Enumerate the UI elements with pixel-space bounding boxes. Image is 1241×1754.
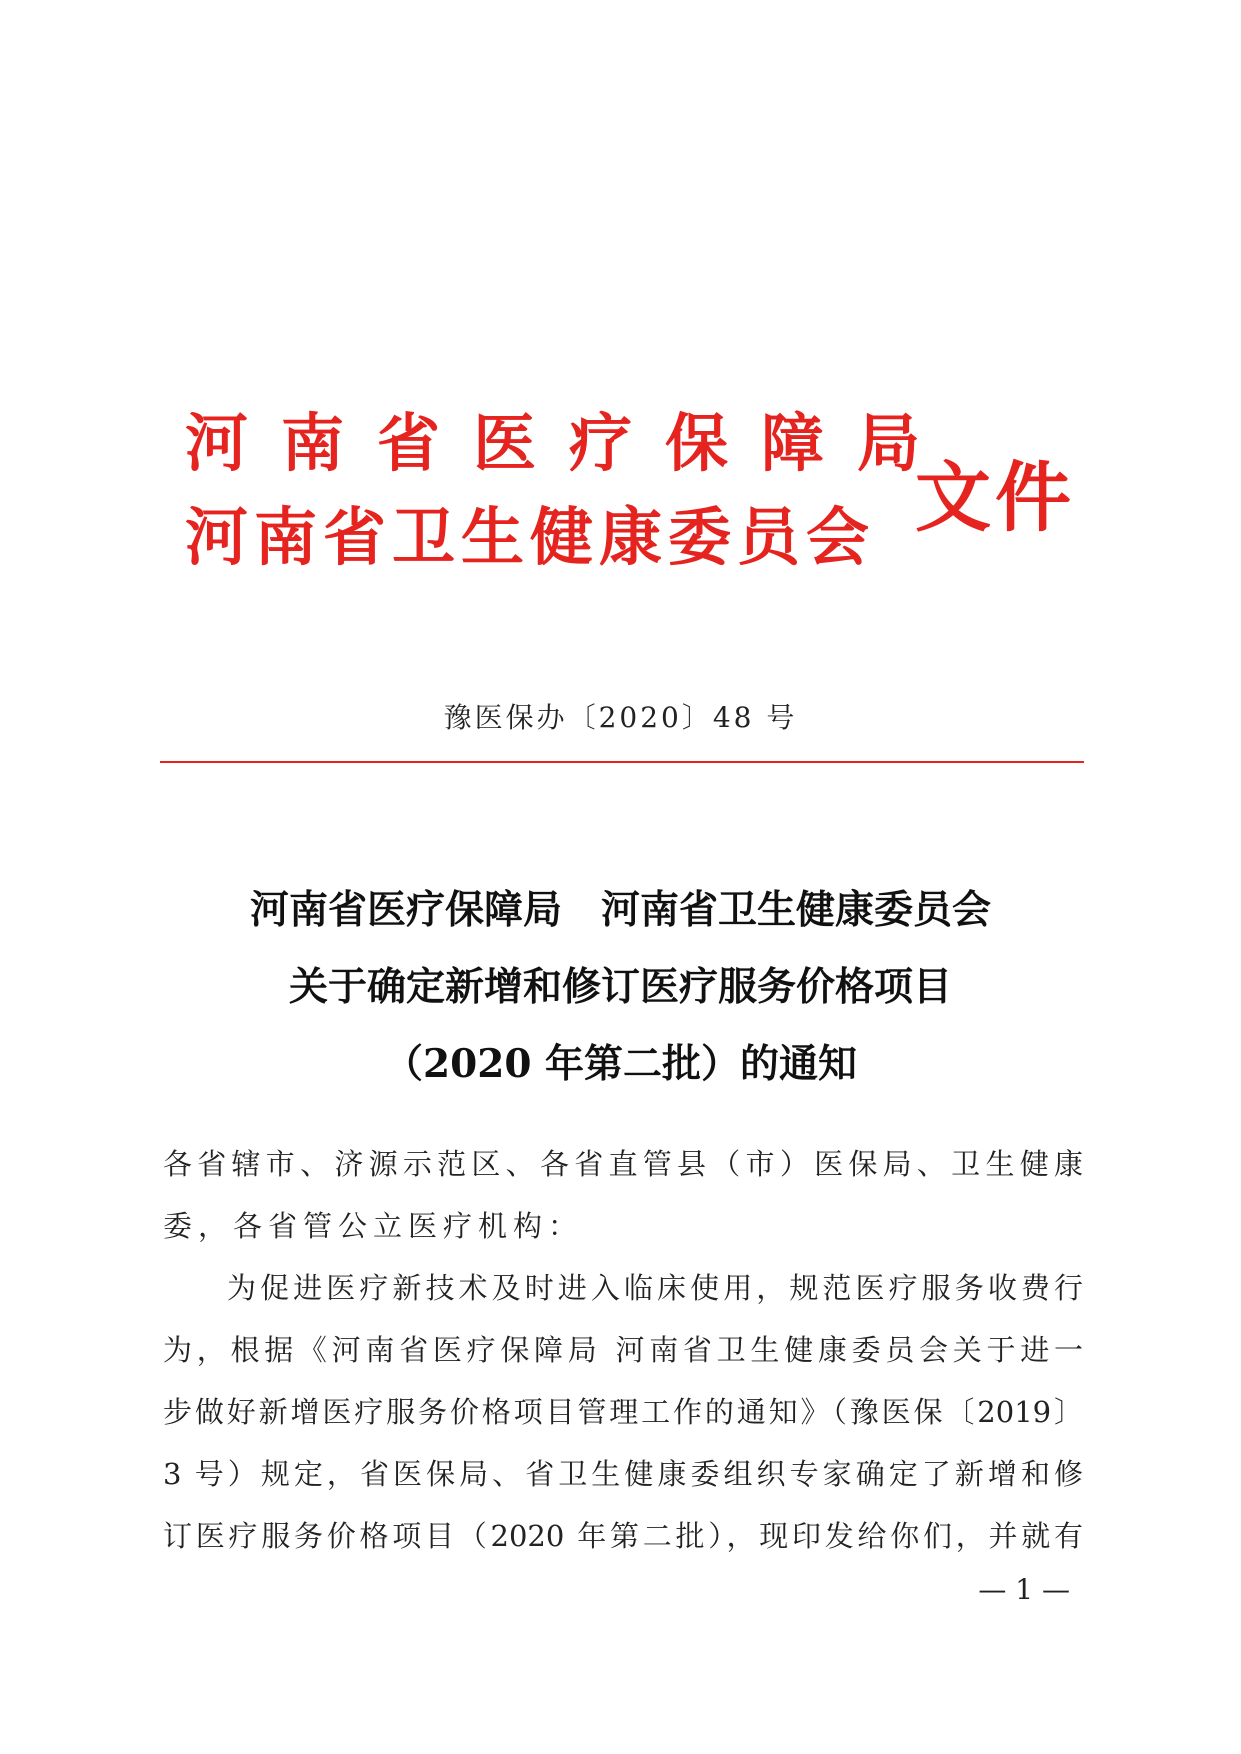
document-header bbox=[185, 405, 1085, 605]
body-line: 各省辖市、济源示范区、各省直管县（市）医保局、卫生健康 bbox=[163, 1147, 1083, 1181]
title-line-3: （2020 年第二批）的通知 bbox=[383, 1041, 858, 1087]
notice-title bbox=[0, 872, 1241, 1103]
body-line: 订医疗服务价格项目（2020 年第二批），现印发给你们，并就有 bbox=[163, 1519, 1083, 1553]
body-line: 步做好新增医疗服务价格项目管理工作的通知》（豫医保〔2019〕 bbox=[163, 1395, 1083, 1429]
issuer-name-2: 河南省卫生健康委员会 bbox=[185, 500, 875, 574]
body-line: 3 号）规定，省医保局、省卫生健康委组织专家确定了新增和修 bbox=[163, 1457, 1083, 1491]
page-number: — 1 — bbox=[978, 1573, 1070, 1606]
document-label: 文件 bbox=[915, 453, 1075, 542]
body-line: 为，根据《河南省医疗保障局 河南省卫生健康委员会关于进一 bbox=[163, 1333, 1083, 1367]
body-line: 委，各省管公立医疗机构： bbox=[163, 1209, 584, 1243]
document-number: 豫医保办〔2020〕48 号 bbox=[443, 701, 798, 734]
title-line-2: 关于确定新增和修订医疗服务价格项目 bbox=[288, 964, 952, 1010]
title-line-1: 河南省医疗保障局 河南省卫生健康委员会 bbox=[249, 887, 991, 933]
red-divider bbox=[160, 761, 1084, 763]
issuer-name-1: 河南省医疗保障局 bbox=[185, 406, 953, 480]
notice-body bbox=[163, 1133, 1083, 1567]
body-line: 为促进医疗新技术及时进入临床使用，规范医疗服务收费行 bbox=[227, 1271, 1083, 1305]
